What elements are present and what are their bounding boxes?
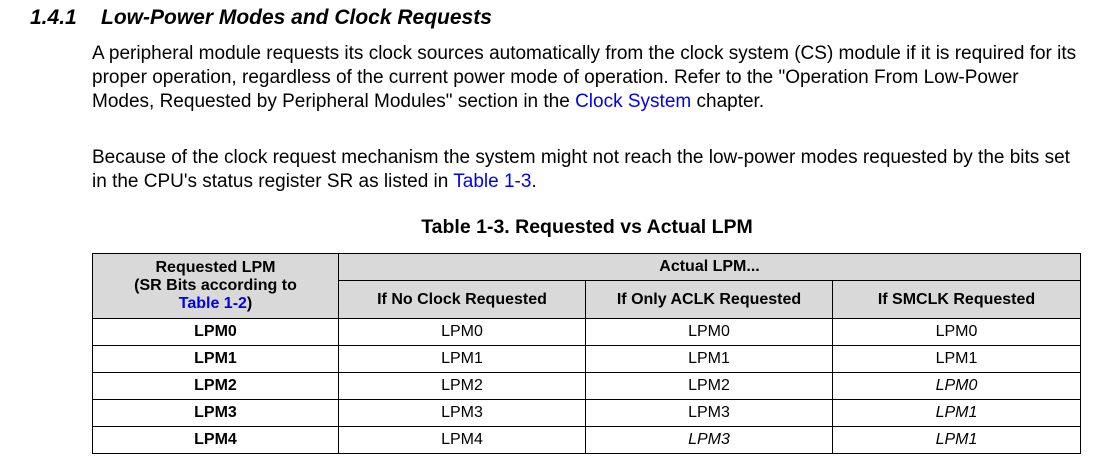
table-caption: Table 1-3. Requested vs Actual LPM <box>421 216 753 238</box>
cell-aclk: LPM1 <box>586 346 833 373</box>
section-number: 1.4.1 <box>30 6 77 29</box>
header-only-aclk: If Only ACLK Requested <box>586 281 833 319</box>
requested-vs-actual-lpm-table <box>92 253 1081 454</box>
table-row <box>93 373 1081 400</box>
cell-requested: LPM1 <box>93 346 339 373</box>
header-smclk: If SMCLK Requested <box>833 281 1081 319</box>
cell-requested: LPM2 <box>93 373 339 400</box>
cell-no-clock: LPM3 <box>339 400 586 427</box>
table-row <box>93 427 1081 454</box>
cell-smclk: LPM1 <box>833 346 1081 373</box>
header-actual-lpm: Actual LPM... <box>339 254 1081 281</box>
table-row <box>93 319 1081 346</box>
cell-no-clock: LPM0 <box>339 319 586 346</box>
cell-smclk: LPM0 <box>833 319 1081 346</box>
paragraph-clock-requests <box>92 42 1082 114</box>
cell-smclk: LPM0 <box>833 373 1081 400</box>
paragraph-text-end: . <box>531 171 537 192</box>
paragraph-text: A peripheral module requests its clock sources automatically from the clock system (CS) module if it is required for its proper operation, regardless of the current power mode of operation. Refer to the "Operation From Low-Power Modes, Requested by Peripheral Modules" section in the <box>92 43 1077 112</box>
paragraph-text-end: chapter. <box>691 91 765 112</box>
section-heading <box>30 6 492 30</box>
header-no-clock: If No Clock Requested <box>339 281 586 319</box>
cell-aclk: LPM0 <box>586 319 833 346</box>
header-requested-line2: (SR Bits according to <box>134 277 297 294</box>
cell-aclk: LPM2 <box>586 373 833 400</box>
cell-requested: LPM3 <box>93 400 339 427</box>
header-requested-lpm <box>93 254 339 319</box>
cell-aclk: LPM3 <box>586 427 833 454</box>
table-1-2-link[interactable]: Table 1-2 <box>178 295 247 312</box>
cell-requested: LPM0 <box>93 319 339 346</box>
cell-no-clock: LPM2 <box>339 373 586 400</box>
header-requested-line1: Requested LPM <box>155 259 276 276</box>
paragraph-text: Because of the clock request mechanism the system might not reach the low-power modes requested by the bits set in the CPU's status register SR as listed in <box>92 147 1070 192</box>
table-1-3-link[interactable]: Table 1-3 <box>453 171 532 192</box>
cell-requested: LPM4 <box>93 427 339 454</box>
paragraph-request-mechanism <box>92 146 1082 194</box>
cell-no-clock: LPM1 <box>339 346 586 373</box>
table-row <box>93 400 1081 427</box>
clock-system-link[interactable]: Clock System <box>575 91 692 112</box>
section-title: Low-Power Modes and Clock Requests <box>101 6 492 29</box>
cell-no-clock: LPM4 <box>339 427 586 454</box>
cell-smclk: LPM1 <box>833 400 1081 427</box>
header-requested-close: ) <box>246 295 253 312</box>
table-row <box>93 346 1081 373</box>
cell-aclk: LPM3 <box>586 400 833 427</box>
cell-smclk: LPM1 <box>833 427 1081 454</box>
